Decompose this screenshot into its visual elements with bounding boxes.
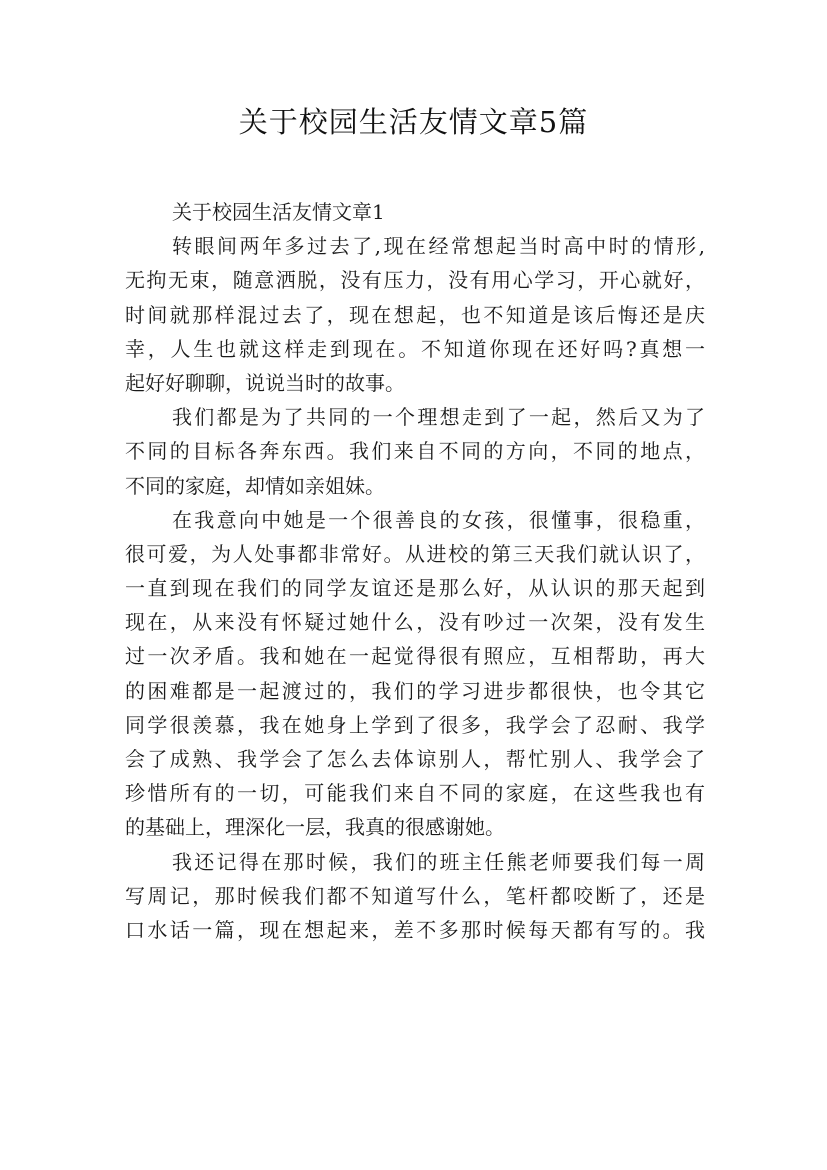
text-line: 不同的家庭，却情如亲姐妹。 [125, 473, 385, 498]
text-line: 写周记，那时候我们都不知道写什么，笔杆都咬断了，还是 [125, 883, 705, 908]
document-body [125, 195, 705, 947]
text-line: 转眼间两年多过去了,现在经常想起当时高中时的情形, [172, 234, 705, 259]
text-line: 现在，从来没有怀疑过她什么，没有吵过一次架，没有发生 [125, 610, 705, 635]
text-line: 的困难都是一起渡过的，我们的学习进步都很快，也令其它 [125, 678, 705, 703]
section-heading: 关于校园生活友情文章1 [172, 200, 385, 224]
text-line: 一直到现在我们的同学友谊还是那么好，从认识的那天起到 [125, 576, 705, 601]
text-line: 我还记得在那时候，我们的班主任熊老师要我们每一周 [172, 849, 705, 874]
text-line: 会了成熟、我学会了怎么去体谅别人，帮忙别人、我学会了 [125, 747, 705, 771]
text-line: 幸，人生也就这样走到现在。不知道你现在还好吗?真想一 [125, 336, 705, 361]
text-line: 口水话一篇，现在想起来，差不多那时候每天都有写的。我 [125, 917, 705, 942]
text-line: 过一次矛盾。我和她在一起觉得很有照应，互相帮助，再大 [125, 644, 705, 669]
text-line: 的基础上，理深化一层，我真的很感谢她。 [125, 815, 505, 840]
text-line: 起好好聊聊，说说当时的故事。 [125, 370, 405, 395]
text-line: 同学很羡慕，我在她身上学到了很多，我学会了忍耐、我学 [125, 712, 705, 737]
text-line: 时间就那样混过去了，现在想起，也不知道是该后悔还是庆 [125, 302, 705, 327]
document-title: 关于校园生活友情文章5篇 [238, 105, 589, 139]
text-line: 不同的目标各奔东西。我们来自不同的方向，不同的地点， [125, 439, 705, 464]
text-line: 无拘无束，随意洒脱，没有压力，没有用心学习，开心就好， [125, 268, 705, 293]
text-line: 我们都是为了共同的一个理想走到了一起，然后又为了 [172, 405, 705, 430]
text-line: 珍惜所有的一切，可能我们来自不同的家庭，在这些我也有 [125, 781, 705, 806]
text-line: 在我意向中她是一个很善良的女孩，很懂事，很稳重， [172, 507, 705, 532]
text-line: 很可爱，为人处事都非常好。从进校的第三天我们就认识了， [125, 541, 705, 566]
